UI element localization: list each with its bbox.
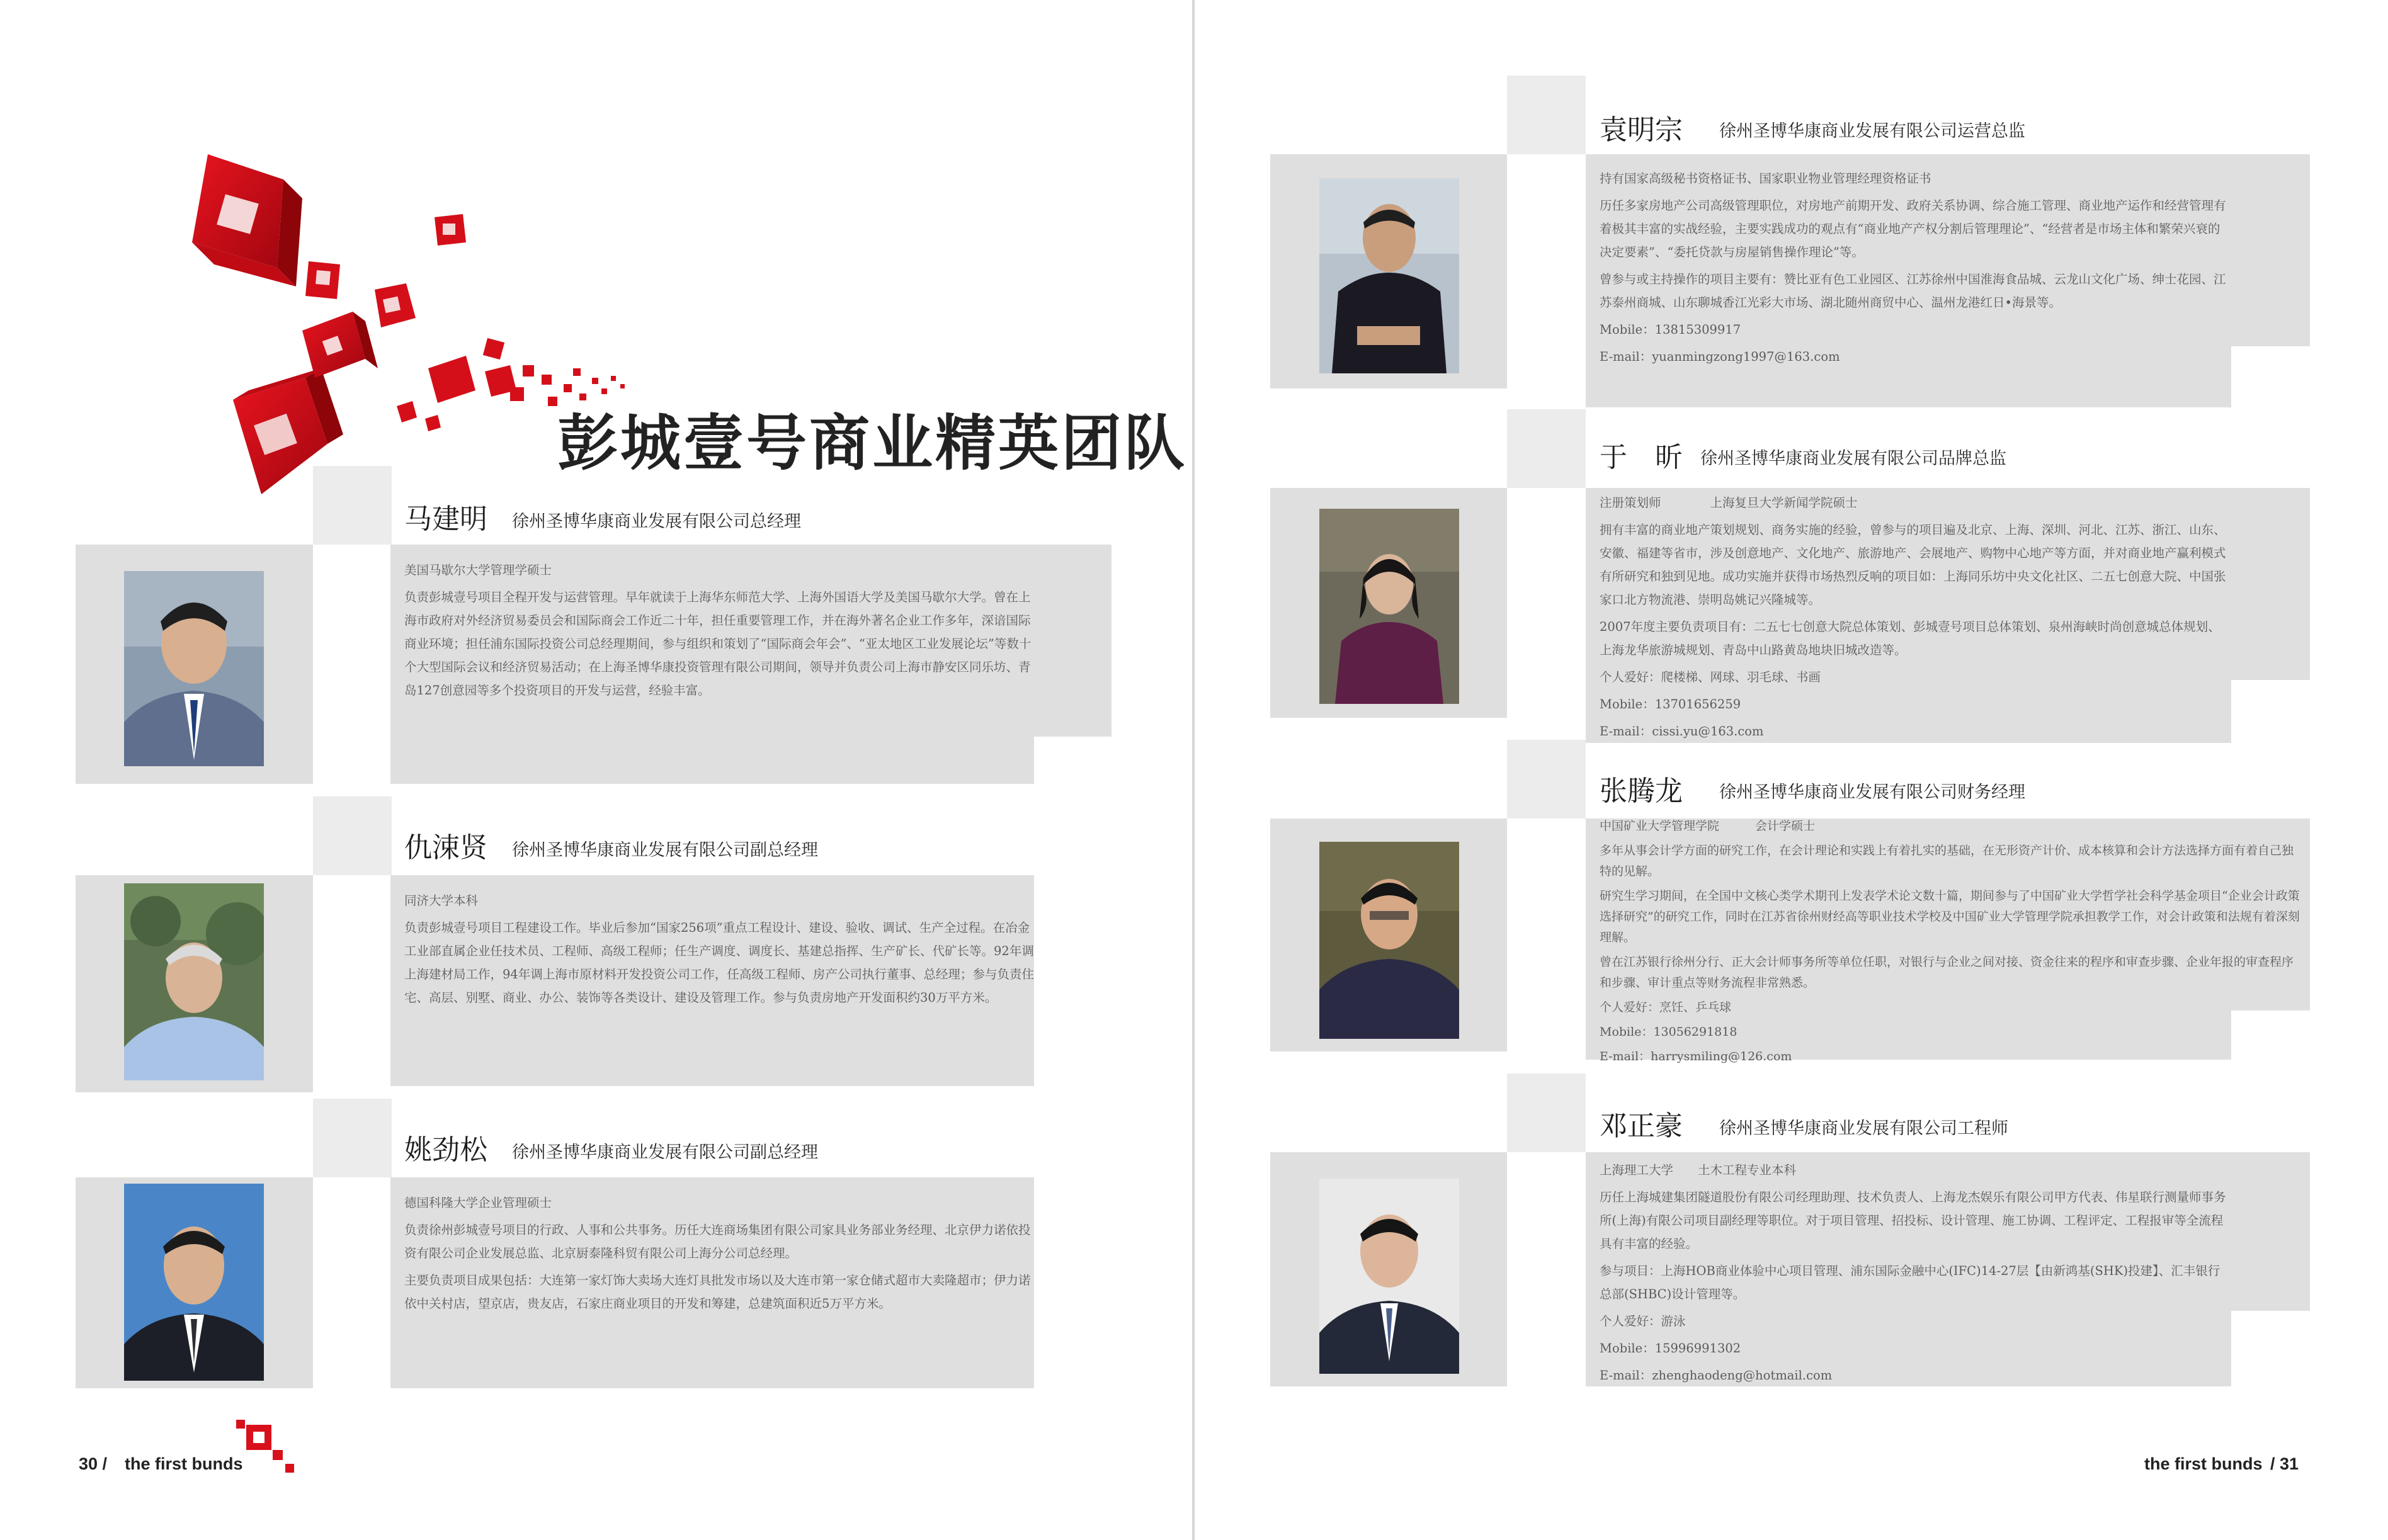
member-bio bbox=[1600, 1158, 2229, 1391]
portrait-photo bbox=[124, 1184, 264, 1381]
header-notch bbox=[1507, 409, 1586, 488]
header-notch bbox=[1507, 1073, 1586, 1152]
cube-tiny-12 bbox=[620, 384, 625, 388]
member-bio bbox=[1600, 816, 2305, 1071]
cube-small-4 bbox=[428, 356, 475, 403]
bio-email: E-mail：cissi.yu@163.com bbox=[1600, 724, 1764, 739]
bio-paragraph: 负责徐州彭城壹号项目的行政、人事和公共事务。历任大连商场集团有限公司家具业务部业务经理、北京伊力诺依投资有限公司企业发展总监、北京厨泰隆科贸有限公司上海分公司总经理。 bbox=[404, 1223, 1031, 1260]
bio-mobile: Mobile：13056291818 bbox=[1600, 1025, 1737, 1039]
member-name: 袁明宗 bbox=[1600, 114, 1683, 146]
cube-tiny-2 bbox=[510, 387, 524, 401]
member-role: 徐州圣博华康商业发展有限公司运营总监 bbox=[1719, 122, 2025, 141]
bio-paragraph: 多年从事会计学方面的研究工作，在会计理论和实践上有着扎实的基础，在无形资产计价、成本核算和会计方法选择方面有着自己独特的见解。 bbox=[1600, 844, 2294, 878]
bio-paragraph: 负责彭城壹号项目全程开发与运营管理。早年就读于上海华东师范大学、上海外国语大学及美国马歇尔大学。曾在上海市政府对外经济贸易委员会和国际商会工作近二十年，担任重要管理工作，并在海外著名企业工作多年，深谙国际商业环境；担任浦东国际投资公司总经理期间，参与组织和策划了“国际商会年会”、“亚太地区工业发展论坛”等数十个大型国际会议和经济贸易活动；在上海圣博华康投资管理有限公司期间，领导并负责公司上海市静安区同乐坊、青岛127创意园等多个投资项目的开发与运营，经验丰富。 bbox=[404, 590, 1032, 698]
bio-paragraph: 参与项目：上海HOB商业体验中心项目管理、浦东国际金融中心(IFC)14-27层【由新鸿基(SHK)投建】、汇丰银行总部(SHBC)设计管理等。 bbox=[1600, 1264, 2220, 1301]
cube-tiny-9 bbox=[592, 378, 598, 384]
cube-tiny-6 bbox=[564, 384, 572, 392]
cube-tiny-10 bbox=[601, 388, 607, 394]
cube-small-3-hole bbox=[443, 224, 455, 235]
member-bio bbox=[404, 558, 1034, 706]
member-role: 徐州圣博华康商业发展有限公司总经理 bbox=[512, 512, 801, 531]
bio-paragraph: 主要负责项目成果包括：大连第一家灯饰大卖场大连灯具批发市场以及大连市第一家仓储式超市大卖隆超市；伊力诺依中关村店，望京店，贵友店，石家庄商业项目的开发和筹建，总建筑面积近5万平方米。 bbox=[404, 1273, 1031, 1311]
bio-mobile: Mobile：13701656259 bbox=[1600, 697, 1741, 711]
cube-tiny-5 bbox=[548, 397, 557, 406]
bio-panel-tail bbox=[390, 737, 1034, 784]
member-role: 徐州圣博华康商业发展有限公司副总经理 bbox=[512, 841, 818, 860]
page-number-right: / 31 bbox=[2270, 1454, 2299, 1473]
page-fold bbox=[1192, 0, 1195, 1540]
page-number-left: 30 / bbox=[79, 1454, 108, 1473]
member-name: 仇涑贤 bbox=[404, 832, 487, 864]
bio-paragraph: 曾在江苏银行徐州分行、正大会计师事务所等单位任职，对银行与企业之间对接、资金往来的程序和审查步骤、企业年报的审查程序和步骤、审计重点等财务流程非常熟悉。 bbox=[1600, 955, 2294, 990]
member-name: 于 昕 bbox=[1600, 441, 1683, 473]
bio-paragraph: 历任多家房地产公司高级管理职位，对房地产前期开发、政府关系协调、综合施工管理、商业地产运作和经营管理有着极其丰富的实战经验，主要实践成功的观点有“商业地产产权分割后管理理论”、“经营者是市场主体和繁荣兴衰的决定要素”、“委托贷款与房屋销售操作理论”等。 bbox=[1600, 198, 2226, 259]
bio-paragraph: 2007年度主要负责项目有：二五七七创意大院总体策划、彭城壹号项目总体策划、泉州海峡时尚创意城总体规划、上海龙华旅游城规划、青岛中山路黄岛地块旧城改造等。 bbox=[1600, 620, 2220, 657]
member-role: 徐州圣博华康商业发展有限公司副总经理 bbox=[512, 1143, 818, 1162]
member-role: 徐州圣博华康商业发展有限公司品牌总监 bbox=[1700, 449, 2006, 468]
bio-paragraph: 曾参与或主持操作的项目主要有：赞比亚有色工业园区、江苏徐州中国淮海食品城、云龙山文化广场、绅士花园、江苏泰州商城、山东聊城香江光彩大市场、湖北随州商贸中心、温州龙港红日•海景等。 bbox=[1600, 272, 2226, 310]
portrait-photo bbox=[1319, 509, 1459, 704]
cube-tiny-11 bbox=[611, 376, 616, 381]
cube-tiny-1 bbox=[483, 338, 504, 360]
header-notch bbox=[1507, 740, 1586, 818]
cube-large-top bbox=[192, 154, 302, 286]
bio-email: E-mail：harrysmiling@126.com bbox=[1600, 1050, 1792, 1063]
footer-logo-icon bbox=[236, 1420, 299, 1480]
bio-paragraph: 负责彭城壹号项目工程建设工作。毕业后参加“国家256项”重点工程设计、建设、验收、调试、生产全过程。在冶金工业部直属企业任技术员、工程师、高级工程师；任生产调度、调度长、基建总指挥、生产矿长、代矿长等。92年调上海建材局工作，94年调上海市原材料开发投资公司工作，任高级工程师、房产公司执行董事、总经理；参与负责住宅、高层、别墅、商业、办公、装饰等各类设计、建设及管理工作。参与负责房地产开发面积约30万平方米。 bbox=[404, 920, 1034, 1005]
member-role: 徐州圣博华康商业发展有限公司财务经理 bbox=[1719, 783, 2025, 802]
portrait-photo bbox=[1319, 842, 1459, 1039]
magazine-name-right: the first bunds bbox=[2144, 1454, 2263, 1473]
bio-paragraph: 中国矿业大学管理学院 会计学硕士 bbox=[1600, 819, 1816, 833]
member-name: 邓正豪 bbox=[1600, 1110, 1683, 1142]
member-bio bbox=[1600, 167, 2229, 372]
bio-paragraph: 研究生学习期间，在全国中文核心类学术期刊上发表学术论文数十篇，期间参与了中国矿业大学哲学社会科学基金项目“企业会计政策选择研究”的研究工作，同时在江苏省徐州财经高等职业技术学校及中国矿业大学管理学院承担教学工作，对会计政策和法规有着深刻理解。 bbox=[1600, 889, 2300, 944]
bio-paragraph: 上海理工大学 土木工程专业本科 bbox=[1600, 1163, 1797, 1177]
bio-paragraph: 美国马歇尔大学管理学硕士 bbox=[404, 563, 552, 577]
bio-paragraph: 注册策划师 上海复旦大学新闻学院硕士 bbox=[1600, 495, 1858, 510]
bio-paragraph: 拥有丰富的商业地产策划规划、商务实施的经验，曾参与的项目遍及北京、上海、深圳、河北、江苏、浙江、山东、安徽、福建等省市，涉及创意地产、文化地产、旅游地产、会展地产、购物中心地产等方面，并对商业地产赢利模式有所研究和独到见地。成功实施并获得市场热烈反响的项目如：上海同乐坊中央文化社区、二五七创意大院、中国张家口北方物流港、崇明岛姚记兴隆城等。 bbox=[1600, 523, 2226, 607]
bio-paragraph: 同济大学本科 bbox=[404, 893, 479, 908]
bio-paragraph: 持有国家高级秘书资格证书、国家职业物业管理经理资格证书 bbox=[1600, 171, 1931, 186]
bio-paragraph: 德国科隆大学企业管理硕士 bbox=[404, 1196, 552, 1210]
cube-small-7 bbox=[425, 415, 441, 431]
bio-hobbies: 个人爱好：烹饪、乒乓球 bbox=[1600, 1000, 1732, 1014]
portrait-photo bbox=[1319, 1179, 1459, 1374]
header-notch bbox=[313, 466, 392, 545]
cube-small-6 bbox=[397, 401, 417, 422]
portrait-photo bbox=[1319, 178, 1459, 373]
member-bio bbox=[1600, 491, 2229, 747]
cube-small-1-hole bbox=[316, 270, 331, 285]
bio-hobbies: 个人爱好：游泳 bbox=[1600, 1314, 1686, 1328]
member-bio bbox=[404, 1191, 1034, 1319]
cube-tiny-3 bbox=[523, 365, 534, 377]
portrait-photo bbox=[124, 571, 264, 766]
member-name: 张腾龙 bbox=[1600, 775, 1683, 807]
portrait-photo bbox=[124, 883, 264, 1080]
header-notch bbox=[313, 1099, 392, 1177]
member-role: 徐州圣博华康商业发展有限公司工程师 bbox=[1719, 1119, 2008, 1138]
header-notch bbox=[313, 796, 392, 875]
member-name: 马建明 bbox=[404, 503, 487, 535]
cube-medium bbox=[302, 312, 378, 378]
bio-mobile: Mobile：13815309917 bbox=[1600, 322, 1741, 337]
cube-tiny-4 bbox=[542, 375, 552, 385]
bio-email: E-mail：yuanmingzong1997@163.com bbox=[1600, 349, 1840, 364]
page-title: 彭城壹号商业精英团队 bbox=[557, 407, 1187, 478]
member-bio bbox=[404, 889, 1034, 1013]
bio-mobile: Mobile：15996991302 bbox=[1600, 1341, 1741, 1356]
header-notch bbox=[1507, 76, 1586, 154]
bio-paragraph: 历任上海城建集团隧道股份有限公司经理助理、技术负责人、上海龙杰娱乐有限公司甲方代表、伟星联行测量师事务所(上海)有限公司项目副经理等职位。对于项目管理、招投标、设计管理、施工协调、工程评定、工程报审等全流程具有丰富的经验。 bbox=[1600, 1190, 2226, 1251]
bio-email: E-mail：zhenghaodeng@hotmail.com bbox=[1600, 1368, 1833, 1383]
bio-hobbies: 个人爱好：爬楼梯、网球、羽毛球、书画 bbox=[1600, 670, 1821, 684]
cube-tiny-7 bbox=[573, 368, 581, 376]
member-name: 姚劲松 bbox=[404, 1134, 487, 1166]
magazine-name-left: the first bunds bbox=[125, 1454, 243, 1473]
